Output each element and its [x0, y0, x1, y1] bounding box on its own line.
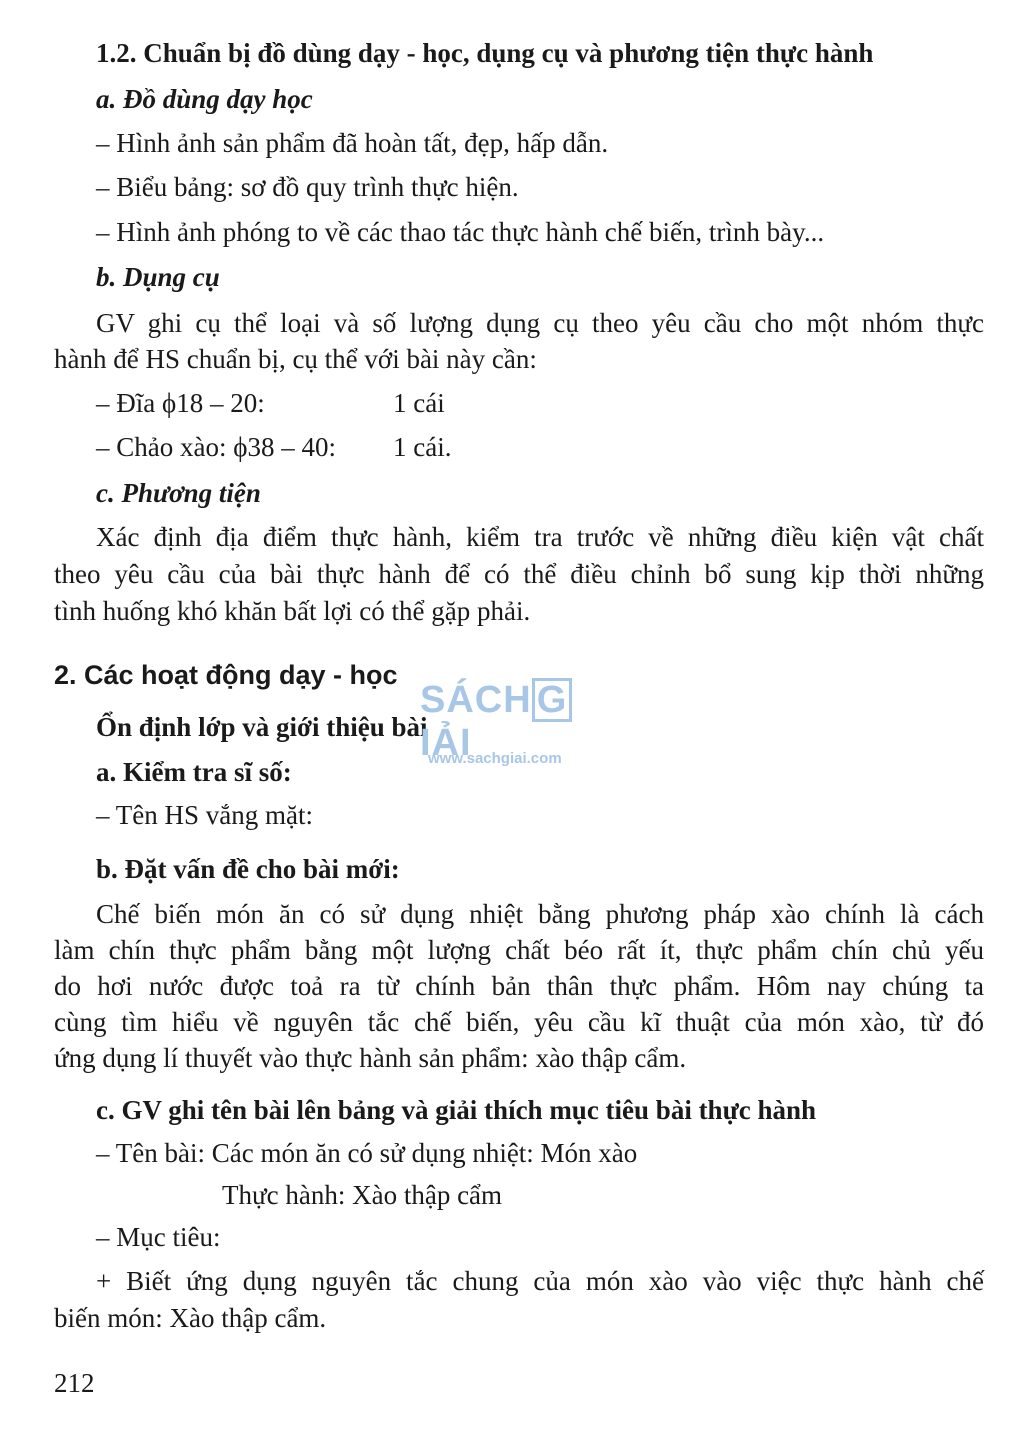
- subheading-b-tools: b. Dụng cụ: [96, 262, 220, 292]
- goal-label: – Mục tiêu:: [96, 1222, 221, 1252]
- paragraph-line: theo yêu cầu của bài thực hành để có thể điều chỉnh bổ sung kịp thời những: [54, 559, 984, 589]
- lesson-name-line: – Tên bài: Các món ăn có sử dụng nhiệt: Món xào: [96, 1138, 638, 1168]
- subheading-problem-statement: b. Đặt vấn đề cho bài mới:: [96, 854, 400, 884]
- lesson-name-line: Thực hành: Xào thập cẩm: [222, 1180, 503, 1210]
- list-item: – Tên HS vắng mặt:: [96, 800, 313, 830]
- paragraph-line: + Biết ứng dụng nguyên tắc chung của món xào vào việc thực hành chế: [96, 1266, 984, 1296]
- watermark-logo: [420, 678, 620, 778]
- watermark-brand: SÁCH GIẢI: [420, 678, 620, 765]
- tool-row: [96, 430, 451, 464]
- paragraph-line: biến món: Xào thập cẩm.: [54, 1303, 327, 1333]
- list-item: – Biểu bảng: sơ đồ quy trình thực hiện.: [96, 172, 519, 202]
- paragraph-line: ứng dụng lí thuyết vào thực hành sản phẩm: xào thập cẩm.: [54, 1043, 687, 1073]
- paragraph-line: tình huống khó khăn bất lợi có thể gặp phải.: [54, 596, 531, 626]
- paragraph-line: GV ghi cụ thể loại và số lượng dụng cụ theo yêu cầu cho một nhóm thực: [96, 308, 984, 338]
- paragraph-line: Xác định địa điểm thực hành, kiểm tra trước về những điều kiện vật chất: [96, 522, 984, 552]
- list-item: – Hình ảnh sản phẩm đã hoàn tất, đẹp, hấp dẫn.: [96, 128, 609, 158]
- paragraph-line: hành để HS chuẩn bị, cụ thể với bài này cần:: [54, 344, 537, 374]
- section-heading-1-2: 1.2. Chuẩn bị đồ dùng dạy - học, dụng cụ và phương tiện thực hành: [96, 38, 874, 68]
- subheading-a-teaching-aids: a. Đồ dùng dạy học: [96, 84, 313, 114]
- list-item: – Hình ảnh phóng to về các thao tác thực hành chế biến, trình bày...: [96, 217, 825, 247]
- subheading-class-intro: Ổn định lớp và giới thiệu bài: [96, 712, 428, 742]
- watermark-url: www.sachgiai.com: [428, 750, 562, 767]
- paragraph-line: làm chín thực phẩm bằng một lượng chất béo rất ít, thực phẩm chín chủ yếu: [54, 935, 984, 965]
- tool-name: – Chảo xào: ϕ38 – 40:: [96, 432, 336, 462]
- paragraph-line: Chế biến món ăn có sử dụng nhiệt bằng phương pháp xào chính là cách: [96, 899, 984, 929]
- subheading-c-facilities: c. Phương tiện: [96, 478, 261, 508]
- paragraph-line: do hơi nước được toả ra từ chính bản thân thực phẩm. Hôm nay chúng ta: [54, 971, 984, 1001]
- tool-quantity: 1 cái: [393, 388, 445, 418]
- section-heading-2: 2. Các hoạt động dạy - học: [54, 660, 398, 690]
- tool-row: [96, 386, 445, 420]
- subheading-lesson-title: c. GV ghi tên bài lên bảng và giải thích mục tiêu bài thực hành: [96, 1095, 817, 1125]
- page-number: 212: [54, 1368, 95, 1398]
- subheading-attendance: a. Kiểm tra sĩ số:: [96, 757, 292, 787]
- paragraph-line: cùng tìm hiểu về nguyên tắc chế biến, yêu cầu kĩ thuật của món xào, từ đó: [54, 1007, 984, 1037]
- tool-name: – Đĩa ϕ18 – 20:: [96, 388, 265, 418]
- tool-quantity: 1 cái.: [393, 432, 452, 462]
